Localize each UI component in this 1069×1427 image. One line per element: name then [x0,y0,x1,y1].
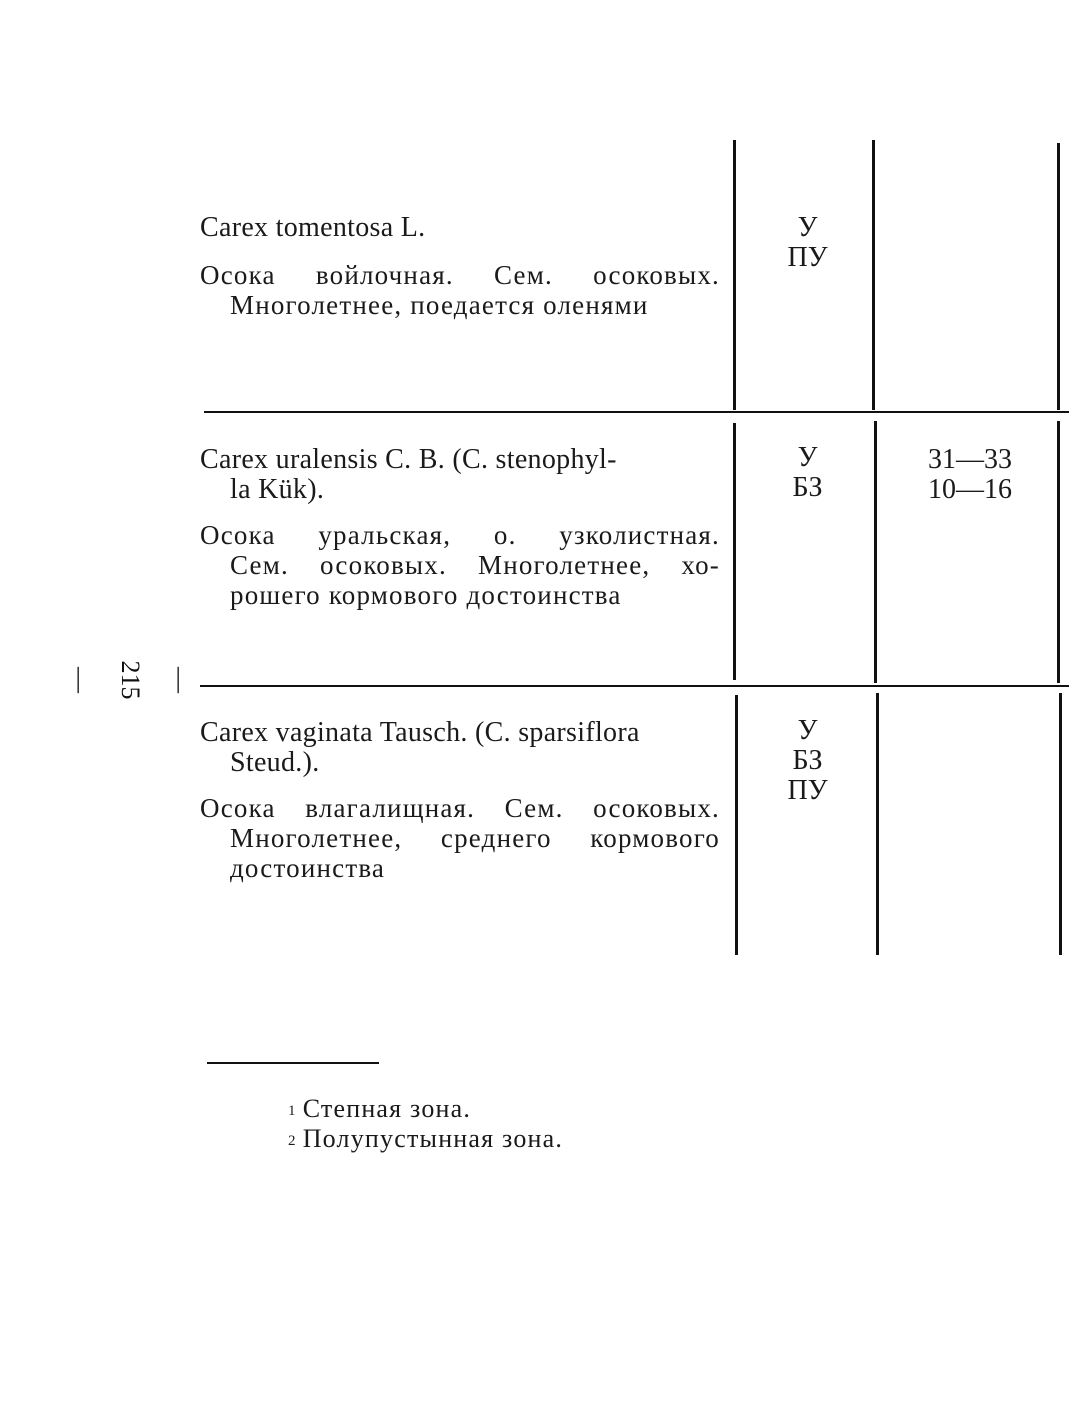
latin-line: Carex tomentosa L. [200,212,426,243]
zone-codes [740,213,875,273]
table-rule-vertical [733,423,736,680]
table-rule-vertical [1059,693,1062,955]
range-value: 31—33 [928,444,1012,475]
range-values [880,445,1060,505]
latin-line: Carex uralensis C. B. (C. stenophyl- [200,444,617,475]
description-line: Многолетнее, среднего кормового [230,823,720,853]
description-line: рошего кормового достоинства [230,580,622,610]
latin-line: Carex vaginata Tausch. (C. sparsiflora [200,717,640,748]
species-description [200,260,720,320]
table-rule-vertical [733,140,736,410]
footnote-mark: 1 [288,1103,297,1119]
latin-line: la Kük). [230,474,325,505]
row-divider [200,685,1069,687]
footnote-text: Степная зона. [302,1094,472,1123]
description-line: Сем. осоковых. Многолетнее, хо- [230,550,720,580]
zone-code: У [797,715,818,746]
footnote-separator [207,1062,379,1064]
zone-codes [740,716,875,806]
zone-code: БЗ [792,745,823,776]
footnote [288,1094,471,1124]
zone-code: ПУ [787,242,828,273]
table-rule-vertical [876,693,879,955]
latin-line: Steud.). [230,747,320,778]
species-latin-name [200,445,720,505]
species-latin-name [200,213,720,243]
footnote-text: Полупустынная зона. [302,1124,564,1153]
table-rule-vertical [872,140,875,410]
zone-codes [740,443,875,503]
species-description [200,520,720,610]
zone-code: У [797,212,818,243]
description-line: достоинства [230,853,386,883]
zone-code: БЗ [792,472,823,503]
description-line: Многолетнее, поедается оленями [230,290,649,320]
zone-code: ПУ [787,775,828,806]
species-latin-name [200,718,720,778]
footnote-mark: 2 [288,1133,297,1149]
range-value: 10—16 [928,474,1012,505]
table-rule-vertical [1057,143,1060,410]
zone-code: У [797,442,818,473]
description-line: Осока войлочная. Сем. осоковых. [200,260,720,290]
page-number: — 215 — [66,660,195,700]
table-rule-vertical [735,695,738,955]
row-divider [204,411,1069,413]
description-line: Осока уральская, о. узколистная. [200,520,720,550]
description-line: Осока влагалищная. Сем. осоковых. [200,793,720,823]
footnote [288,1124,563,1154]
species-description [200,793,720,883]
